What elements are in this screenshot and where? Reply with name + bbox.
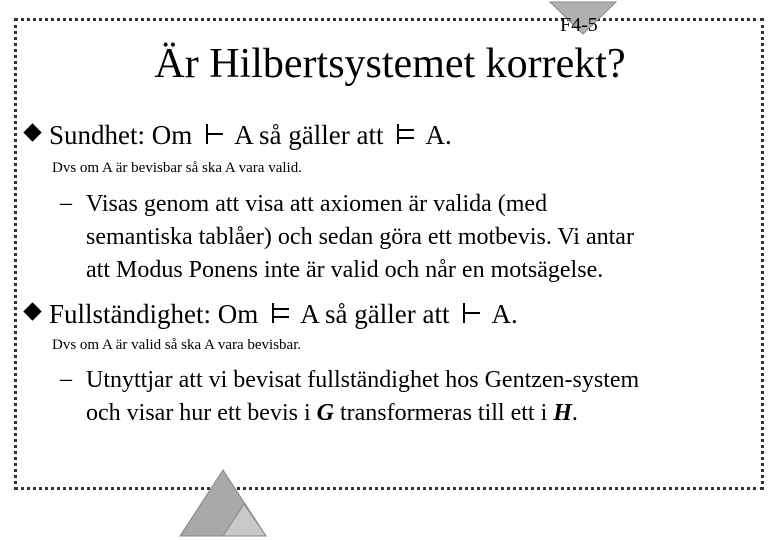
- soundness-note: Dvs om A är bevisbar så ska A vara valid.: [52, 160, 302, 176]
- completeness-note: Dvs om A är valid så ska A vara bevisbar.: [52, 337, 302, 353]
- provable-turnstile-icon: [201, 121, 227, 147]
- diamond-bullet-icon: [23, 302, 41, 320]
- system-h: H: [553, 400, 572, 426]
- soundness-om: Om: [151, 120, 193, 150]
- completeness-line-2: [86, 397, 639, 430]
- completeness-explanation: [86, 364, 639, 430]
- bottom-triangle-decoration: [178, 468, 268, 538]
- completeness-line-2-end: .: [571, 400, 578, 426]
- completeness-line-2-mid: transformeras till ett i: [339, 400, 548, 426]
- soundness-label: Sundhet:: [49, 120, 146, 150]
- diamond-bullet-icon: [23, 123, 41, 141]
- completeness-label: Fullständighet:: [49, 299, 211, 329]
- completeness-formula-a1: A: [300, 299, 319, 329]
- completeness-line-2-pre: och visar hur ett bevis i: [86, 400, 311, 426]
- slide-number: F4-5: [560, 14, 598, 36]
- soundness-formula-a1: A: [234, 120, 253, 150]
- bullet-completeness: [26, 297, 518, 330]
- valid-double-turnstile-icon: [267, 300, 293, 326]
- completeness-dash: –: [60, 366, 72, 392]
- provable-turnstile-icon: [458, 300, 484, 326]
- completeness-formula-a2: A.: [491, 299, 518, 329]
- soundness-line-2: semantiska tablåer) och sedan göra ett motbevis. Vi antar: [86, 224, 634, 250]
- completeness-line-1: Utnyttjar att vi bevisat fullständighet hos Gentzen-system: [86, 367, 640, 393]
- completeness-middle: så gäller att: [325, 299, 450, 329]
- soundness-dash: –: [60, 190, 72, 216]
- valid-double-turnstile-icon: [392, 121, 418, 147]
- soundness-middle: så gäller att: [259, 120, 384, 150]
- soundness-line-3: att Modus Ponens inte är valid och når en motsägelse.: [86, 257, 604, 283]
- soundness-explanation: [86, 188, 634, 287]
- soundness-formula-a2: A.: [425, 120, 452, 150]
- bullet-soundness: [26, 118, 452, 151]
- soundness-line-1: Visas genom att visa att axiomen är valida (med: [86, 191, 548, 217]
- system-g: G: [316, 400, 334, 426]
- completeness-om: Om: [217, 299, 259, 329]
- slide-title: Är Hilbertsystemet korrekt?: [154, 41, 626, 87]
